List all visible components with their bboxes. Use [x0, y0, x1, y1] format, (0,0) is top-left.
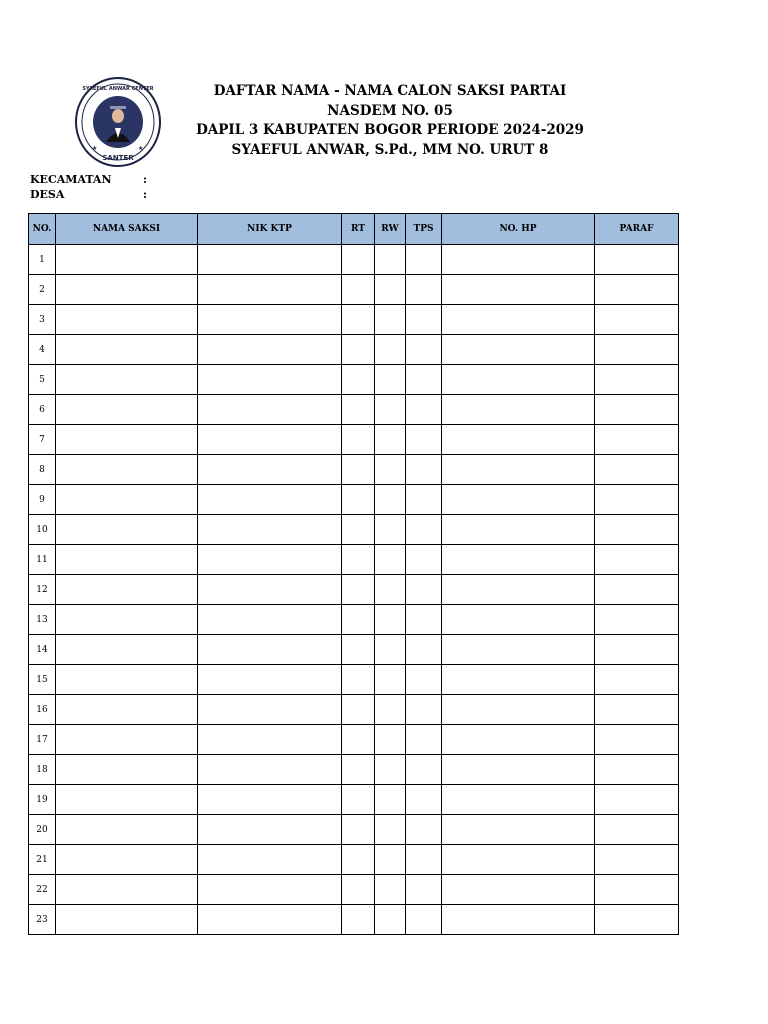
col-no-hp-cell[interactable] — [442, 725, 595, 755]
row-number: 13 — [29, 605, 56, 635]
col-rt-cell[interactable] — [342, 335, 375, 365]
col-nama-saksi-cell[interactable] — [56, 635, 198, 665]
col-nama-saksi-cell[interactable] — [56, 485, 198, 515]
col-nik-ktp-cell[interactable] — [198, 245, 342, 275]
col-paraf-cell[interactable] — [595, 815, 679, 845]
col-nik-ktp-cell[interactable] — [198, 755, 342, 785]
table-row — [29, 725, 679, 755]
col-nama-saksi-cell[interactable] — [56, 305, 198, 335]
col-paraf-cell[interactable] — [595, 845, 679, 875]
col-nik-ktp-cell[interactable] — [198, 575, 342, 605]
table-row — [29, 305, 679, 335]
col-nik-ktp-cell[interactable] — [198, 545, 342, 575]
col-nik-ktp-cell[interactable] — [198, 455, 342, 485]
col-nik-ktp-cell[interactable] — [198, 365, 342, 395]
row-number: 19 — [29, 785, 56, 815]
col-tps-cell[interactable] — [406, 875, 442, 905]
col-nik-ktp-cell[interactable] — [198, 845, 342, 875]
col-rw-cell[interactable] — [375, 365, 406, 395]
table-row — [29, 335, 679, 365]
col-no-hp-cell[interactable] — [442, 845, 595, 875]
col-no-hp-cell[interactable] — [442, 545, 595, 575]
col-rt-cell[interactable] — [342, 695, 375, 725]
row-number: 16 — [29, 695, 56, 725]
witness-table — [28, 213, 679, 935]
row-number: 2 — [29, 275, 56, 305]
candidate-portrait-seal-icon — [74, 76, 162, 168]
col-rw-cell[interactable] — [375, 785, 406, 815]
col-rt-cell[interactable] — [342, 365, 375, 395]
col-rw-cell[interactable] — [375, 545, 406, 575]
table-row — [29, 515, 679, 545]
col-tps-cell[interactable] — [406, 575, 442, 605]
col-rw-header: RW — [375, 214, 406, 245]
col-nik-ktp-cell[interactable] — [198, 275, 342, 305]
col-nama-saksi-cell[interactable] — [56, 605, 198, 635]
col-nama-saksi-cell[interactable] — [56, 365, 198, 395]
col-no-hp-cell[interactable] — [442, 785, 595, 815]
col-rw-cell[interactable] — [375, 275, 406, 305]
kecamatan-row — [30, 172, 147, 187]
col-tps-cell[interactable] — [406, 815, 442, 845]
col-no-hp-cell[interactable] — [442, 605, 595, 635]
col-rw-cell[interactable] — [375, 605, 406, 635]
col-tps-cell[interactable] — [406, 515, 442, 545]
row-number: 1 — [29, 245, 56, 275]
col-nik-ktp-cell[interactable] — [198, 695, 342, 725]
col-paraf-cell[interactable] — [595, 335, 679, 365]
col-rw-cell[interactable] — [375, 665, 406, 695]
col-paraf-cell[interactable] — [595, 365, 679, 395]
table-row — [29, 635, 679, 665]
col-paraf-cell[interactable] — [595, 425, 679, 455]
col-paraf-cell[interactable] — [595, 305, 679, 335]
table-row — [29, 605, 679, 635]
col-rw-cell[interactable] — [375, 245, 406, 275]
col-no-hp-cell[interactable] — [442, 425, 595, 455]
col-no-hp-cell[interactable] — [442, 305, 595, 335]
col-rw-cell[interactable] — [375, 755, 406, 785]
col-no-hp-cell[interactable] — [442, 485, 595, 515]
row-number: 7 — [29, 425, 56, 455]
col-rw-cell[interactable] — [375, 635, 406, 665]
col-rt-cell[interactable] — [342, 545, 375, 575]
table-row — [29, 815, 679, 845]
row-number: 3 — [29, 305, 56, 335]
row-number: 15 — [29, 665, 56, 695]
col-nama-saksi-cell[interactable] — [56, 455, 198, 485]
col-nik-ktp-header: NIK KTP — [198, 214, 342, 245]
col-nama-saksi-cell[interactable] — [56, 665, 198, 695]
table-row — [29, 875, 679, 905]
title-line-1: DAFTAR NAMA - NAMA CALON SAKSI PARTAI NASDEM NO. 05 — [213, 83, 567, 119]
col-paraf-cell[interactable] — [595, 905, 679, 935]
col-paraf-cell[interactable] — [595, 245, 679, 275]
col-nik-ktp-cell[interactable] — [198, 395, 342, 425]
col-tps-cell[interactable] — [406, 695, 442, 725]
col-rt-cell[interactable] — [342, 425, 375, 455]
row-number: 17 — [29, 725, 56, 755]
logo-bottom-text: SANTER — [102, 154, 134, 162]
col-rt-cell[interactable] — [342, 305, 375, 335]
col-rw-cell[interactable] — [375, 395, 406, 425]
col-nik-ktp-cell[interactable] — [198, 785, 342, 815]
col-rw-cell[interactable] — [375, 515, 406, 545]
col-rt-cell[interactable] — [342, 605, 375, 635]
col-paraf-cell[interactable] — [595, 665, 679, 695]
row-number: 11 — [29, 545, 56, 575]
table-header-row — [29, 214, 679, 245]
row-number: 8 — [29, 455, 56, 485]
col-nama-saksi-cell[interactable] — [56, 395, 198, 425]
col-tps-cell[interactable] — [406, 665, 442, 695]
table-row — [29, 395, 679, 425]
col-no-hp-cell[interactable] — [442, 695, 595, 725]
col-paraf-cell[interactable] — [595, 755, 679, 785]
col-no-hp-cell[interactable] — [442, 245, 595, 275]
col-rt-cell[interactable] — [342, 485, 375, 515]
row-number: 18 — [29, 755, 56, 785]
col-no-hp-cell[interactable] — [442, 905, 595, 935]
col-nik-ktp-cell[interactable] — [198, 815, 342, 845]
col-no-hp-cell[interactable] — [442, 635, 595, 665]
col-rt-cell[interactable] — [342, 515, 375, 545]
col-paraf-cell[interactable] — [595, 605, 679, 635]
col-paraf-cell[interactable] — [595, 455, 679, 485]
col-nik-ktp-cell[interactable] — [198, 485, 342, 515]
row-number: 6 — [29, 395, 56, 425]
col-no-hp-cell[interactable] — [442, 575, 595, 605]
col-tps-header: TPS — [406, 214, 442, 245]
title-line-3: SYAEFUL ANWAR, S.Pd., MM NO. URUT 8 — [231, 141, 549, 158]
col-nama-saksi-header: NAMA SAKSI — [56, 214, 198, 245]
col-nama-saksi-cell[interactable] — [56, 695, 198, 725]
row-number: 10 — [29, 515, 56, 545]
table-row — [29, 665, 679, 695]
col-rw-cell[interactable] — [375, 575, 406, 605]
col-nama-saksi-cell[interactable] — [56, 245, 198, 275]
col-tps-cell[interactable] — [406, 395, 442, 425]
col-nama-saksi-cell[interactable] — [56, 575, 198, 605]
col-rw-cell[interactable] — [375, 725, 406, 755]
col-tps-cell[interactable] — [406, 845, 442, 875]
row-number: 14 — [29, 635, 56, 665]
col-paraf-header: PARAF — [595, 214, 679, 245]
row-number: 22 — [29, 875, 56, 905]
desa-label: DESA — [30, 188, 65, 201]
table-row — [29, 425, 679, 455]
desa-row — [30, 187, 147, 202]
row-number: 5 — [29, 365, 56, 395]
col-tps-cell[interactable] — [406, 245, 442, 275]
row-number: 9 — [29, 485, 56, 515]
col-rw-cell[interactable] — [375, 875, 406, 905]
col-rw-cell[interactable] — [375, 425, 406, 455]
col-rt-cell[interactable] — [342, 635, 375, 665]
col-nik-ktp-cell[interactable] — [198, 635, 342, 665]
col-tps-cell[interactable] — [406, 905, 442, 935]
col-paraf-cell[interactable] — [595, 275, 679, 305]
kecamatan-label: KECAMATAN — [30, 173, 112, 186]
table-row — [29, 755, 679, 785]
col-rw-cell[interactable] — [375, 335, 406, 365]
col-no-hp-cell[interactable] — [442, 335, 595, 365]
col-tps-cell[interactable] — [406, 755, 442, 785]
col-rw-cell[interactable] — [375, 485, 406, 515]
col-rw-cell[interactable] — [375, 845, 406, 875]
col-rt-header: RT — [342, 214, 375, 245]
col-rt-cell[interactable] — [342, 455, 375, 485]
col-rt-cell[interactable] — [342, 845, 375, 875]
logo-ring-text: SYAEFUL ANWAR CENTER — [82, 86, 154, 92]
col-nama-saksi-cell[interactable] — [56, 515, 198, 545]
col-rw-cell[interactable] — [375, 815, 406, 845]
col-tps-cell[interactable] — [406, 635, 442, 665]
col-nik-ktp-cell[interactable] — [198, 905, 342, 935]
col-rt-cell[interactable] — [342, 905, 375, 935]
col-nama-saksi-cell[interactable] — [56, 335, 198, 365]
col-tps-cell[interactable] — [406, 545, 442, 575]
col-no-hp-header: NO. HP — [442, 214, 595, 245]
col-rt-cell[interactable] — [342, 665, 375, 695]
col-tps-cell[interactable] — [406, 275, 442, 305]
col-tps-cell[interactable] — [406, 305, 442, 335]
col-rt-cell[interactable] — [342, 245, 375, 275]
col-paraf-cell[interactable] — [595, 785, 679, 815]
col-nama-saksi-cell[interactable] — [56, 785, 198, 815]
logo — [74, 76, 162, 168]
col-no-hp-cell[interactable] — [442, 455, 595, 485]
col-paraf-cell[interactable] — [595, 875, 679, 905]
col-nik-ktp-cell[interactable] — [198, 335, 342, 365]
table-row — [29, 575, 679, 605]
col-no-hp-cell[interactable] — [442, 395, 595, 425]
col-tps-cell[interactable] — [406, 485, 442, 515]
col-rw-cell[interactable] — [375, 305, 406, 335]
col-paraf-cell[interactable] — [595, 695, 679, 725]
col-rt-cell[interactable] — [342, 875, 375, 905]
col-paraf-cell[interactable] — [595, 725, 679, 755]
table-row — [29, 365, 679, 395]
col-rt-cell[interactable] — [342, 785, 375, 815]
col-tps-cell[interactable] — [406, 335, 442, 365]
col-nama-saksi-cell[interactable] — [56, 725, 198, 755]
col-no-hp-cell[interactable] — [442, 515, 595, 545]
table-row — [29, 845, 679, 875]
col-nik-ktp-cell[interactable] — [198, 515, 342, 545]
location-fields — [30, 172, 147, 202]
table-row — [29, 455, 679, 485]
col-rt-cell[interactable] — [342, 725, 375, 755]
col-no-header: NO. — [29, 214, 56, 245]
col-tps-cell[interactable] — [406, 605, 442, 635]
col-nama-saksi-cell[interactable] — [56, 425, 198, 455]
col-paraf-cell[interactable] — [595, 515, 679, 545]
table-row — [29, 905, 679, 935]
col-rt-cell[interactable] — [342, 395, 375, 425]
col-nik-ktp-cell[interactable] — [198, 425, 342, 455]
col-no-hp-cell[interactable] — [442, 365, 595, 395]
row-number: 20 — [29, 815, 56, 845]
col-rt-cell[interactable] — [342, 575, 375, 605]
col-nik-ktp-cell[interactable] — [198, 665, 342, 695]
table-row — [29, 485, 679, 515]
col-rt-cell[interactable] — [342, 755, 375, 785]
col-nama-saksi-cell[interactable] — [56, 275, 198, 305]
title-line-2: DAPIL 3 KABUPATEN BOGOR PERIODE 2024-2029 — [196, 122, 584, 138]
col-nama-saksi-cell[interactable] — [56, 845, 198, 875]
col-tps-cell[interactable] — [406, 725, 442, 755]
col-rw-cell[interactable] — [375, 905, 406, 935]
table-row — [29, 695, 679, 725]
col-nama-saksi-cell[interactable] — [56, 545, 198, 575]
col-rw-cell[interactable] — [375, 695, 406, 725]
svg-text:★: ★ — [92, 145, 98, 152]
kecamatan-separator: : — [143, 173, 148, 186]
col-nik-ktp-cell[interactable] — [198, 305, 342, 335]
col-nik-ktp-cell[interactable] — [198, 725, 342, 755]
row-number: 12 — [29, 575, 56, 605]
col-paraf-cell[interactable] — [595, 635, 679, 665]
col-no-hp-cell[interactable] — [442, 815, 595, 845]
row-number: 4 — [29, 335, 56, 365]
col-nama-saksi-cell[interactable] — [56, 815, 198, 845]
col-paraf-cell[interactable] — [595, 545, 679, 575]
col-no-hp-cell[interactable] — [442, 875, 595, 905]
document-title — [180, 82, 600, 160]
col-tps-cell[interactable] — [406, 425, 442, 455]
col-no-hp-cell[interactable] — [442, 665, 595, 695]
table-row — [29, 275, 679, 305]
col-tps-cell[interactable] — [406, 455, 442, 485]
col-nama-saksi-cell[interactable] — [56, 875, 198, 905]
col-paraf-cell[interactable] — [595, 575, 679, 605]
row-number: 21 — [29, 845, 56, 875]
col-nik-ktp-cell[interactable] — [198, 875, 342, 905]
col-rw-cell[interactable] — [375, 455, 406, 485]
col-paraf-cell[interactable] — [595, 485, 679, 515]
table-row — [29, 245, 679, 275]
col-tps-cell[interactable] — [406, 365, 442, 395]
col-no-hp-cell[interactable] — [442, 755, 595, 785]
col-nama-saksi-cell[interactable] — [56, 755, 198, 785]
desa-separator: : — [143, 188, 148, 201]
col-rt-cell[interactable] — [342, 275, 375, 305]
row-number: 23 — [29, 905, 56, 935]
table-row — [29, 785, 679, 815]
svg-text:★: ★ — [138, 145, 144, 152]
col-tps-cell[interactable] — [406, 785, 442, 815]
col-no-hp-cell[interactable] — [442, 275, 595, 305]
table-row — [29, 545, 679, 575]
col-rt-cell[interactable] — [342, 815, 375, 845]
col-nik-ktp-cell[interactable] — [198, 605, 342, 635]
col-nama-saksi-cell[interactable] — [56, 905, 198, 935]
col-paraf-cell[interactable] — [595, 395, 679, 425]
